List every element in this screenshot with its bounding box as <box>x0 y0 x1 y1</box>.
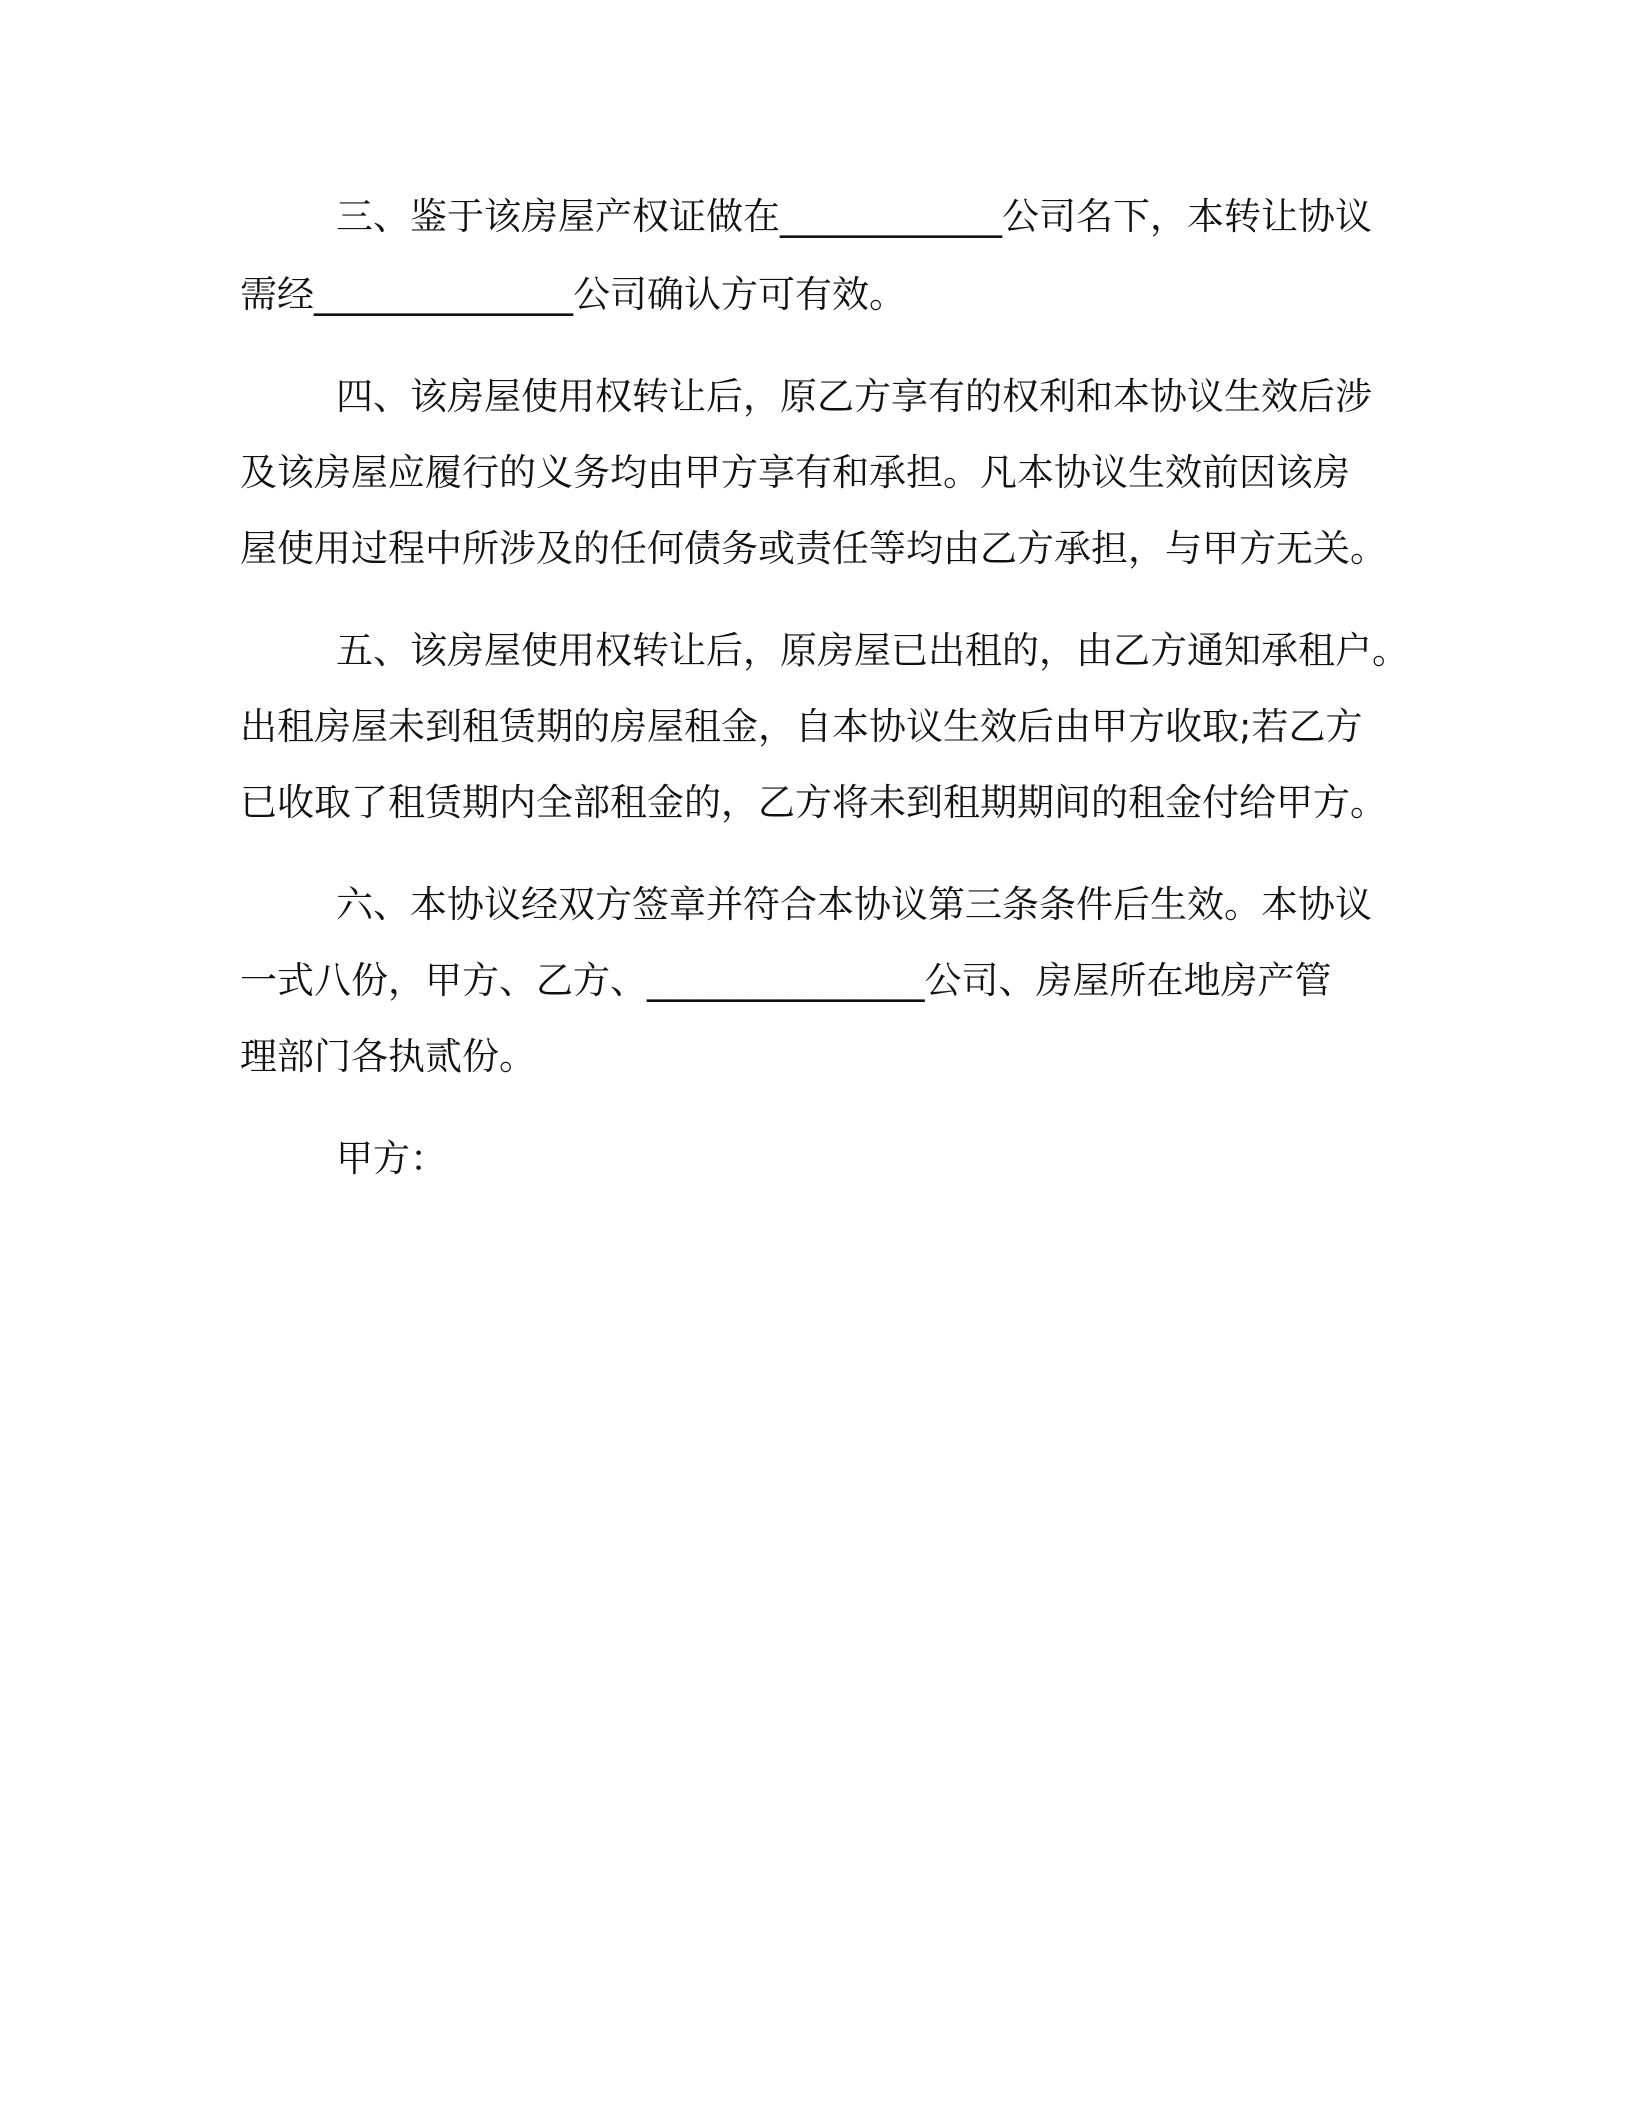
clause-5-line-1: 五、该房屋使用权转让后，原房屋已出租的，由乙方通知承租户。 <box>336 629 1409 672</box>
clause-4-line-3: 屋使用过程中所涉及的任何债务或责任等均由乙方承担，与甲方无关。 <box>240 527 1387 570</box>
clause-4-line-2: 及该房屋应履行的义务均由甲方享有和承担。凡本协议生效前因该房 <box>240 451 1350 494</box>
clause-3-line-2: 需经______________公司确认方可有效。 <box>240 273 906 316</box>
clause-4-line-1: 四、该房屋使用权转让后，原乙方享有的权利和本协议生效后涉 <box>336 375 1372 418</box>
clause-5-line-2: 出租房屋未到租赁期的房屋租金，自本协议生效后由甲方收取;若乙方 <box>240 705 1363 748</box>
clause-3-line-1: 三、鉴于该房屋产权证做在____________公司名下，本转让协议 <box>336 195 1372 238</box>
clause-6-line-3: 理部门各执贰份。 <box>240 1035 536 1078</box>
clause-6-line-2: 一式八份，甲方、乙方、_______________公司、房屋所在地房产管 <box>240 959 1332 1002</box>
party-a-signature-label: 甲方： <box>336 1137 447 1180</box>
clause-6-line-1: 六、本协议经双方签章并符合本协议第三条条件后生效。本协议 <box>336 883 1372 926</box>
clause-5-line-3: 已收取了租赁期内全部租金的，乙方将未到租期期间的租金付给甲方。 <box>240 781 1387 824</box>
